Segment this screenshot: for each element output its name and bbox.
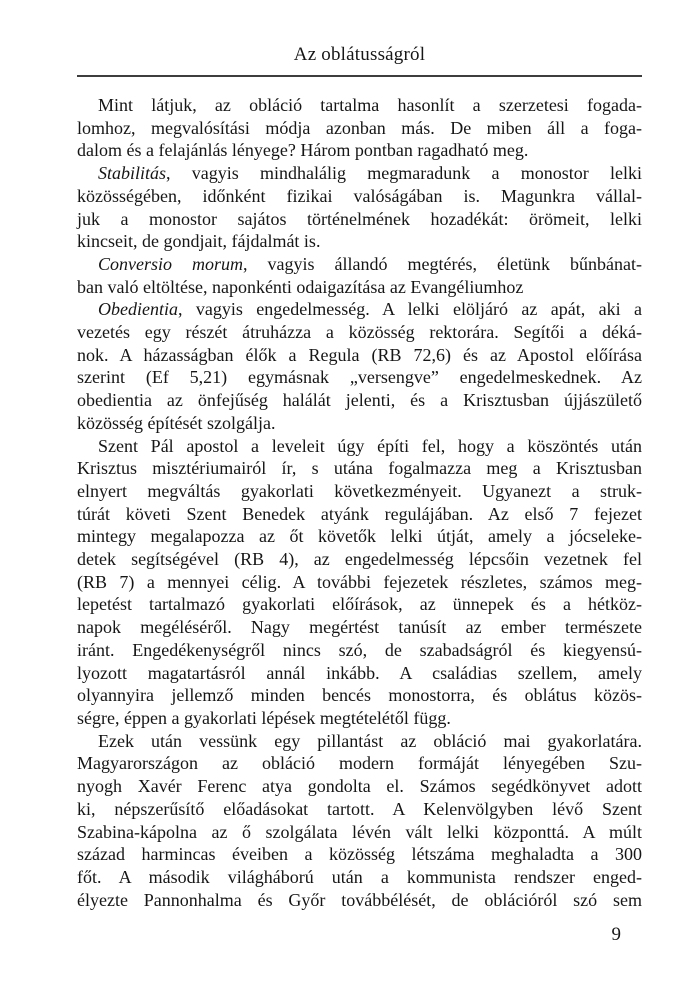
text-line: napok megéléséről. Nagy megértést tanúsít az ember természete (77, 617, 642, 638)
text-line: lyozott magatartásról annál inkább. A családias szellem, amely (77, 662, 642, 683)
text-line: Stabilitás, vagyis mindhalálig megmaradunk a monostor lelki (98, 163, 642, 184)
text-line: detek segítségével (RB 4), az engedelmesség lépcsőin vezetnek fel (77, 549, 642, 570)
text-line: élyezte Pannonhalma és Győr továbbélését, de oblációról szó sem (77, 889, 642, 910)
text-line: kincseit, de gondjait, fájdalmát is. (77, 231, 321, 252)
text-line: mintegy megalapozza az őt követők lelki útját, amely a jócseleke- (77, 526, 642, 547)
text-line: század harmincas éveiben a közösség létszáma meghaladta a 300 (77, 844, 642, 865)
text-line: vezetés egy részét átruházza a közösség rektorára. Segítői a déká- (77, 322, 642, 343)
latin-term-italic: Obedientia (98, 299, 178, 320)
text-line: Szabina-kápolna az ő szolgálata lévén vált lelki központtá. A múlt (77, 821, 642, 842)
page-number: 9 (611, 924, 621, 945)
text-line: szerint (Ef 5,21) egymásnak „versengve” engedelmeskednek. Az (77, 367, 642, 388)
text-line: obedientia az önfejűség halálát jelenti, és a Krisztusban újjászülető (77, 390, 642, 411)
text-line: közösségében, időnként fizikai valóságában is. Magunkra vállal- (77, 185, 642, 206)
text-line: közösség építését szolgálja. (77, 412, 276, 433)
text-line: ban való eltöltése, naponkénti odaigazítása az Evangéliumhoz (77, 276, 524, 297)
text-line: lomhoz, megvalósítási módja azonban más. De miben áll a foga- (77, 117, 642, 138)
text-line: nok. A házasságban élők a Regula (RB 72,6) és az Apostol előírása (77, 344, 642, 365)
text-line: Conversio morum, vagyis állandó megtérés, életünk bűnbánat- (98, 253, 642, 274)
text-line: ségre, éppen a gyakorlati lépések megtételétől függ. (77, 707, 451, 728)
text-line: túrát követi Szent Benedek atyánk regulájában. Az első 7 fejezet (77, 503, 642, 524)
text-line: főt. A második világháború után a kommunista rendszer enged- (77, 866, 642, 887)
text-line: lepetést tartalmazó gyakorlati előírások, az ünnepek és a hétköz- (77, 594, 642, 615)
latin-term-italic: Stabilitás (98, 163, 167, 184)
text-line: elnyert megváltás gyakorlati következményeit. Ugyanezt a struk- (77, 480, 642, 501)
text-line: Szent Pál apostol a leveleit úgy építi fel, hogy a köszöntés után (98, 435, 642, 456)
body-text (77, 94, 642, 911)
text-line: juk a monostor sajátos történelmének hozadékát: örömeit, lelki (77, 208, 642, 229)
page-title: Az oblátusságról (293, 44, 426, 65)
text-line: ki, népszerűsítő előadásokat tartott. A Kelenvölgyben lévő Szent (77, 798, 642, 819)
latin-term-italic: Conversio morum (98, 253, 244, 274)
header-rule-divider (77, 75, 642, 77)
text-line: Obedientia, vagyis engedelmesség. A lelki elöljáró az apát, aki a (98, 299, 642, 320)
text-line: olyannyira jellemző minden bencés monostorra, és oblátus közös- (77, 685, 642, 706)
text-line: Mint látjuk, az obláció tartalma hasonlít a szerzetesi fogada- (98, 95, 642, 115)
text-line: iránt. Engedékenységről nincs szó, de szabadságról és kiegyensú- (77, 639, 642, 660)
text-line: Ezek után vessünk egy pillantást az obláció mai gyakorlatára. (98, 730, 642, 751)
text-line: (RB 7) a mennyei célig. A további fejezetek részletes, számos meg- (77, 571, 642, 592)
text-line: Magyarországon az obláció modern formáját lényegében Szu- (77, 753, 642, 774)
text-line: Krisztus misztériumairól ír, s utána fogalmazza meg a Krisztusban (77, 458, 642, 479)
text-line: nyogh Xavér Ferenc atya gondolta el. Számos segédkönyvet adott (77, 776, 642, 797)
text-line: dalom és a felajánlás lényege? Három pontban ragadható meg. (77, 140, 529, 161)
